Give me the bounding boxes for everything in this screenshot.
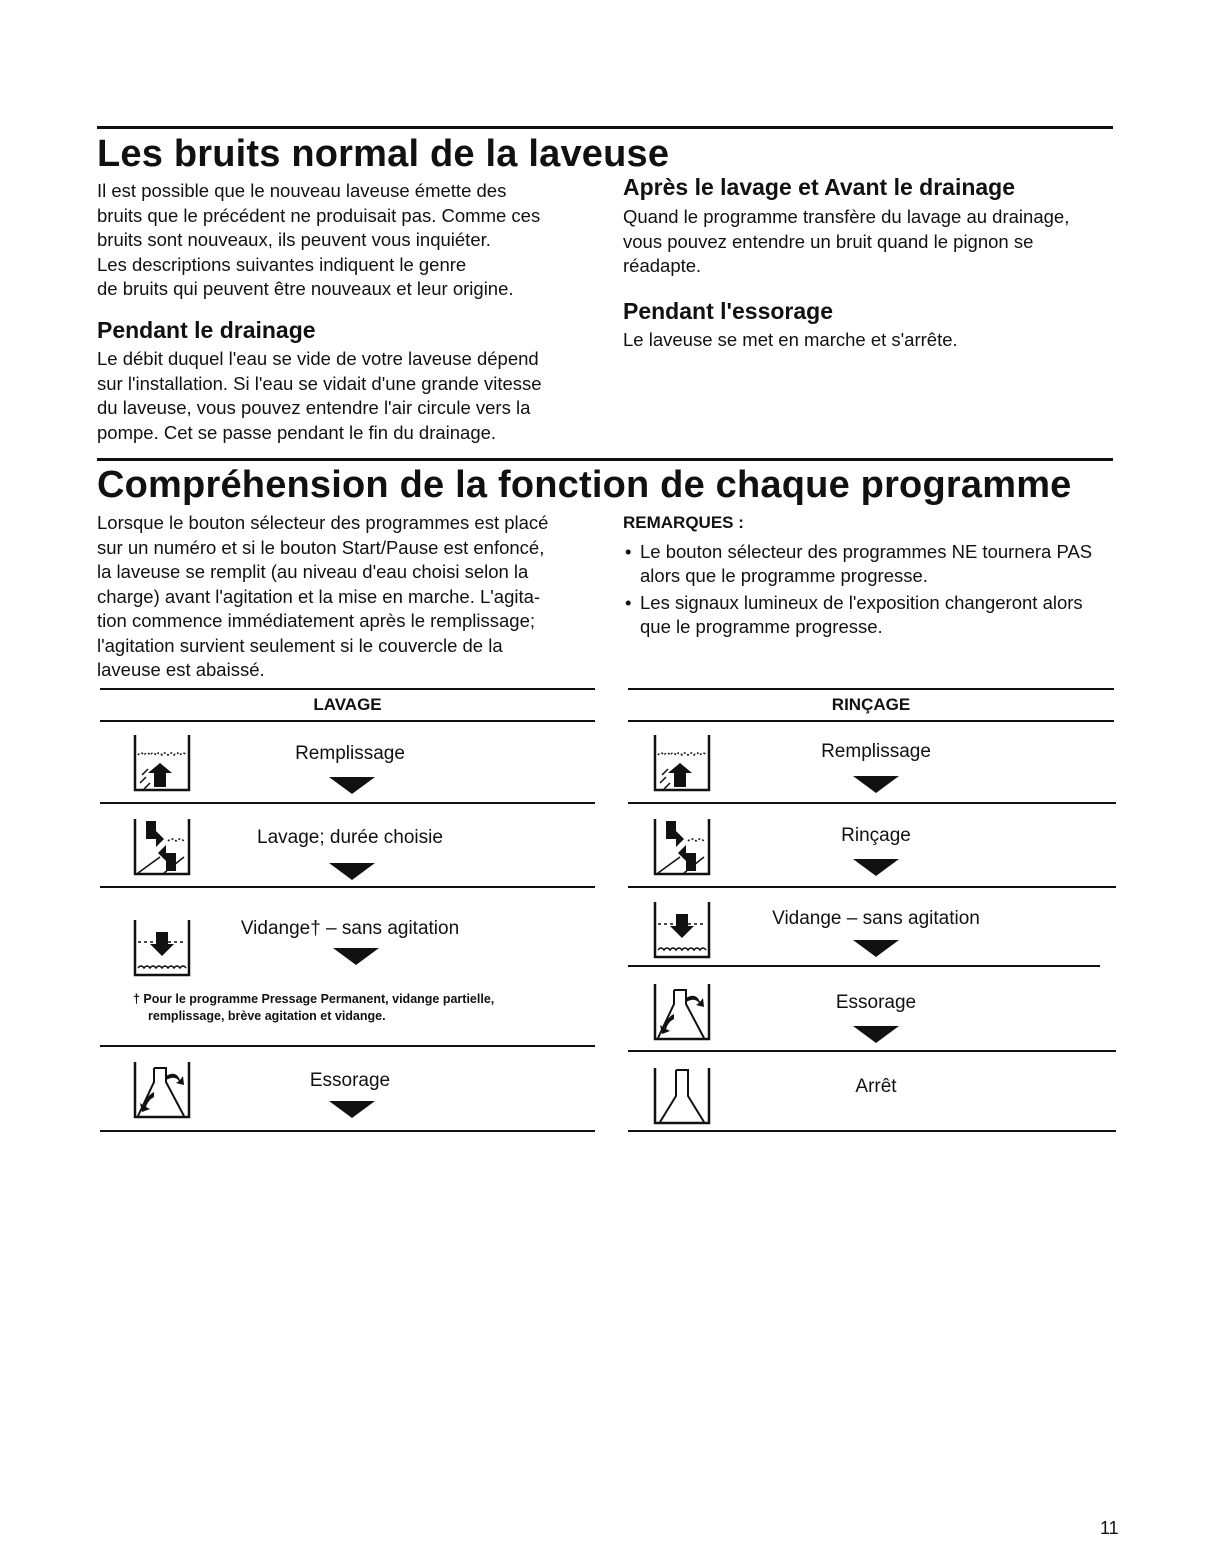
down-arrow-icon [329,777,375,794]
intro-line: l'agitation survient seulement si le couvercle de la [97,634,503,656]
down-arrow-icon [329,1101,375,1118]
step-label: Essorage [835,992,917,1013]
footnote-line: † Pour le programme Pressage Permanent, vidange partielle, [133,992,495,1006]
intro-line: Lorsque le bouton sélecteur des programmes est placé [97,512,549,533]
after-wash-line: Quand le programme transfère du lavage au drainage, [623,206,1070,227]
spin-text: Le laveuse se met en marche et s'arrête. [623,329,958,350]
lavage-step-wash [100,817,595,887]
lavage-footnote [133,991,593,1025]
rincage-step-spin [620,982,1114,1052]
remarks-block [623,511,1103,642]
spin-icon [132,1060,192,1120]
step-label: Vidange – sans agitation [772,908,980,929]
stop-icon [652,1066,712,1126]
spin-heading: Pendant l'essorage [623,298,833,324]
intro-line: tion commence immédiatement après le remplissage; [97,610,536,631]
drainage-heading: Pendant le drainage [97,317,316,343]
intro-line: la laveuse se remplit (au niveau d'eau choisi selon la [97,561,529,582]
rincage-step-drain [620,900,1114,962]
intro-line: charge) avant l'agitation et la mise en marche. L'agita- [97,585,541,607]
step-label: Rinçage [841,825,911,846]
rincage-step-rinse [620,817,1114,887]
wash-agitate-icon [132,817,192,877]
down-arrow-icon [853,940,899,957]
section2-title: Compréhension de la fonction de chaque programme [97,464,1072,506]
drainage-text [97,347,597,445]
page-number: 11 [1100,1518,1119,1538]
lavage-step-drain [100,918,595,980]
fill-icon [652,733,712,793]
lavage-step-spin [100,1060,595,1130]
drain-icon [652,900,712,960]
after-wash-line: réadapte. [623,255,702,276]
step-label: Remplissage [295,743,405,764]
rincage-step-stop [620,1066,1114,1130]
remark-item: • Le bouton sélecteur des programmes NE tournera PAS alors que le programme progresse. [623,540,1103,589]
section1-title: Les bruits normal de la laveuse [97,133,670,175]
lavage-step-fill [100,733,595,803]
down-arrow-icon [853,776,899,793]
divider [628,1130,1116,1132]
divider [100,1045,595,1047]
intro-line: sur un numéro et si le bouton Start/Pause est enfoncé, [97,536,545,558]
intro-line: Il est possible que le nouveau laveuse émette des [97,180,507,201]
section2-top-rule [97,458,1113,461]
after-wash-heading: Après le lavage et Avant le drainage [623,174,1016,200]
divider [100,886,595,888]
down-arrow-icon [329,863,375,880]
step-label: Lavage; durée choisie [257,827,443,848]
step-label: Vidange† – sans agitation [240,918,460,939]
drainage-line: sur l'installation. Si l'eau se vidait d'une grande vitesse [97,372,542,394]
divider [628,1050,1116,1052]
drainage-line: pompe. Cet se passe pendant le fin du drainage. [97,421,497,443]
rincage-header: RINÇAGE [628,688,1114,722]
intro-line: Les descriptions suivantes indiquent le genre [97,253,467,275]
rincage-step-fill [620,733,1114,803]
down-arrow-icon [853,859,899,876]
step-label: Essorage [309,1070,391,1091]
remark-item: • Les signaux lumineux de l'exposition changeront alors que le programme progresse. [623,591,1103,640]
fill-icon [132,733,192,793]
divider [100,1130,595,1132]
divider [100,802,595,804]
spin-icon [652,982,712,1042]
intro-line: bruits que le précédent ne produisait pas. Comme ces [97,204,541,226]
divider [628,965,1100,967]
section1-intro [97,179,597,302]
down-arrow-icon [333,948,379,965]
drainage-line: Le débit duquel l'eau se vide de votre laveuse dépend [97,348,539,369]
lavage-header: LAVAGE [100,688,595,722]
footnote-line: remplissage, brève agitation et vidange. [148,1009,386,1023]
intro-line: laveuse est abaissé. [97,659,265,680]
after-wash-text [623,205,1123,279]
down-arrow-icon [853,1026,899,1043]
step-label: Remplissage [821,741,931,762]
divider [628,886,1116,888]
section1-top-rule [97,126,1113,129]
divider [628,802,1116,804]
step-label: Arrêt [855,1076,897,1097]
remarks-label: REMARQUES : [623,513,744,532]
after-wash-line: vous pouvez entendre un bruit quand le pignon se [623,230,1034,252]
intro-line: de bruits qui peuvent être nouveaux et leur origine. [97,278,514,299]
section2-intro [97,511,607,683]
drainage-line: du laveuse, vous pouvez entendre l'air circule vers la [97,397,531,418]
rinse-agitate-icon [652,817,712,877]
drain-icon [132,918,192,978]
intro-line: bruits sont nouveaux, ils peuvent vous inquiéter. [97,229,491,250]
